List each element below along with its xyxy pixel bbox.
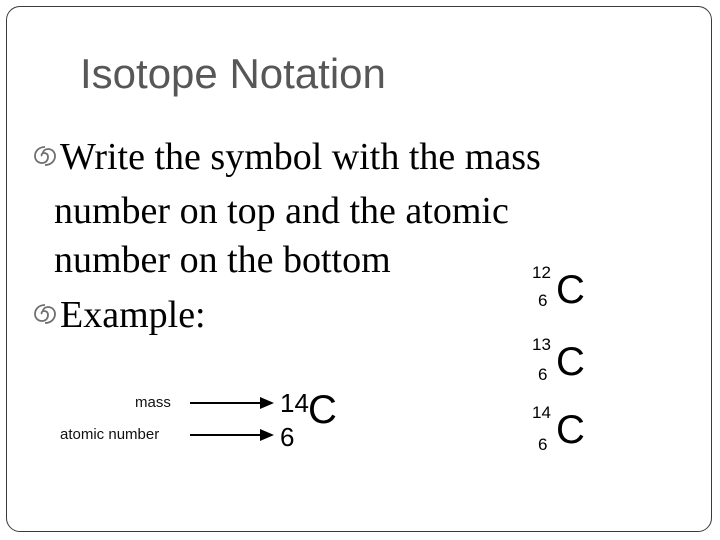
bullet-text-continuation: number on top and the atomic xyxy=(54,190,509,232)
atomic-number-label: atomic number xyxy=(60,426,160,443)
example-atomic-number: 6 xyxy=(280,422,295,452)
atomic-number: 6 xyxy=(538,365,548,384)
element-symbol: C xyxy=(556,408,585,452)
mass-number: 14 xyxy=(532,403,551,422)
slide-title: Isotope Notation xyxy=(80,50,386,97)
bullet-item xyxy=(32,296,206,334)
element-symbol: C xyxy=(556,268,585,312)
atomic-number: 6 xyxy=(538,291,548,310)
bullet-item xyxy=(32,138,541,176)
example-mass-number: 14 xyxy=(280,388,309,418)
mass-number: 13 xyxy=(532,335,551,354)
atomic-number: 6 xyxy=(538,435,548,454)
bullet-text-continuation: number on the bottom xyxy=(54,239,391,281)
bullet-text: Example: xyxy=(60,294,206,336)
ornament-bullet-icon xyxy=(32,301,58,327)
bullet-text: Write the symbol with the mass xyxy=(60,136,541,178)
example-element-symbol: C xyxy=(308,388,337,432)
ornament-bullet-icon xyxy=(32,143,58,169)
diagram-arrows xyxy=(188,392,278,444)
mass-label: mass xyxy=(135,394,171,411)
element-symbol: C xyxy=(556,340,585,384)
mass-number: 12 xyxy=(532,263,551,282)
right-arrow-icon xyxy=(190,397,274,409)
right-arrow-icon xyxy=(190,429,274,441)
